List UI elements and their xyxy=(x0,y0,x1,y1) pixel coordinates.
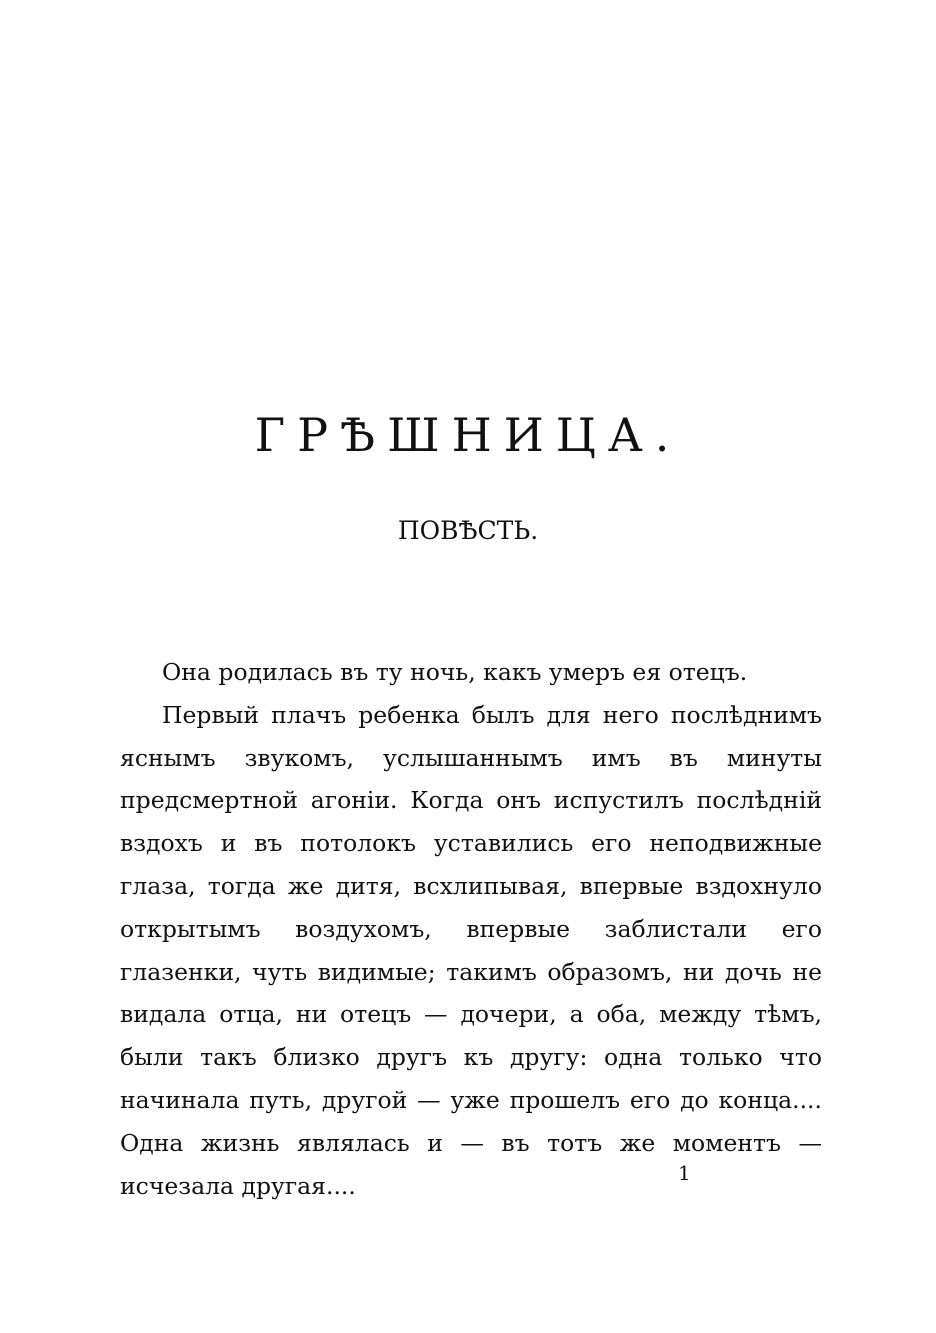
story-subtitle: ПОВѢСТЬ. xyxy=(397,516,539,545)
story-title: ГРѢШНИЦА. xyxy=(254,408,682,462)
paragraph: Она родилась въ ту ночь, какъ умеръ ея отецъ. xyxy=(162,658,748,686)
paragraph: Первый плачъ ребенка былъ для него послѣднимъ яснымъ звукомъ, услышаннымъ имъ въ минуты предсмертной агоніи. Когда онъ испустилъ послѣдній вздохъ и въ потолокъ уставились его неподвижные глаза, тогда же дитя, всхлипывая, впервые вздохнуло открытымъ воздухомъ, впервые заблистали его глазенки, чуть видимые; такимъ образомъ, ни дочь не видала отца, ни отецъ — дочери, а оба, между тѣмъ, были такъ близко другъ къ другу: одна только что начинала путь, другой — уже прошелъ его до конца.... Одна жизнь являлась и — въ тотъ же моментъ — исчезала другая.... xyxy=(120,700,822,1200)
page-number: 1 xyxy=(678,1161,691,1185)
story-body xyxy=(120,651,822,1207)
